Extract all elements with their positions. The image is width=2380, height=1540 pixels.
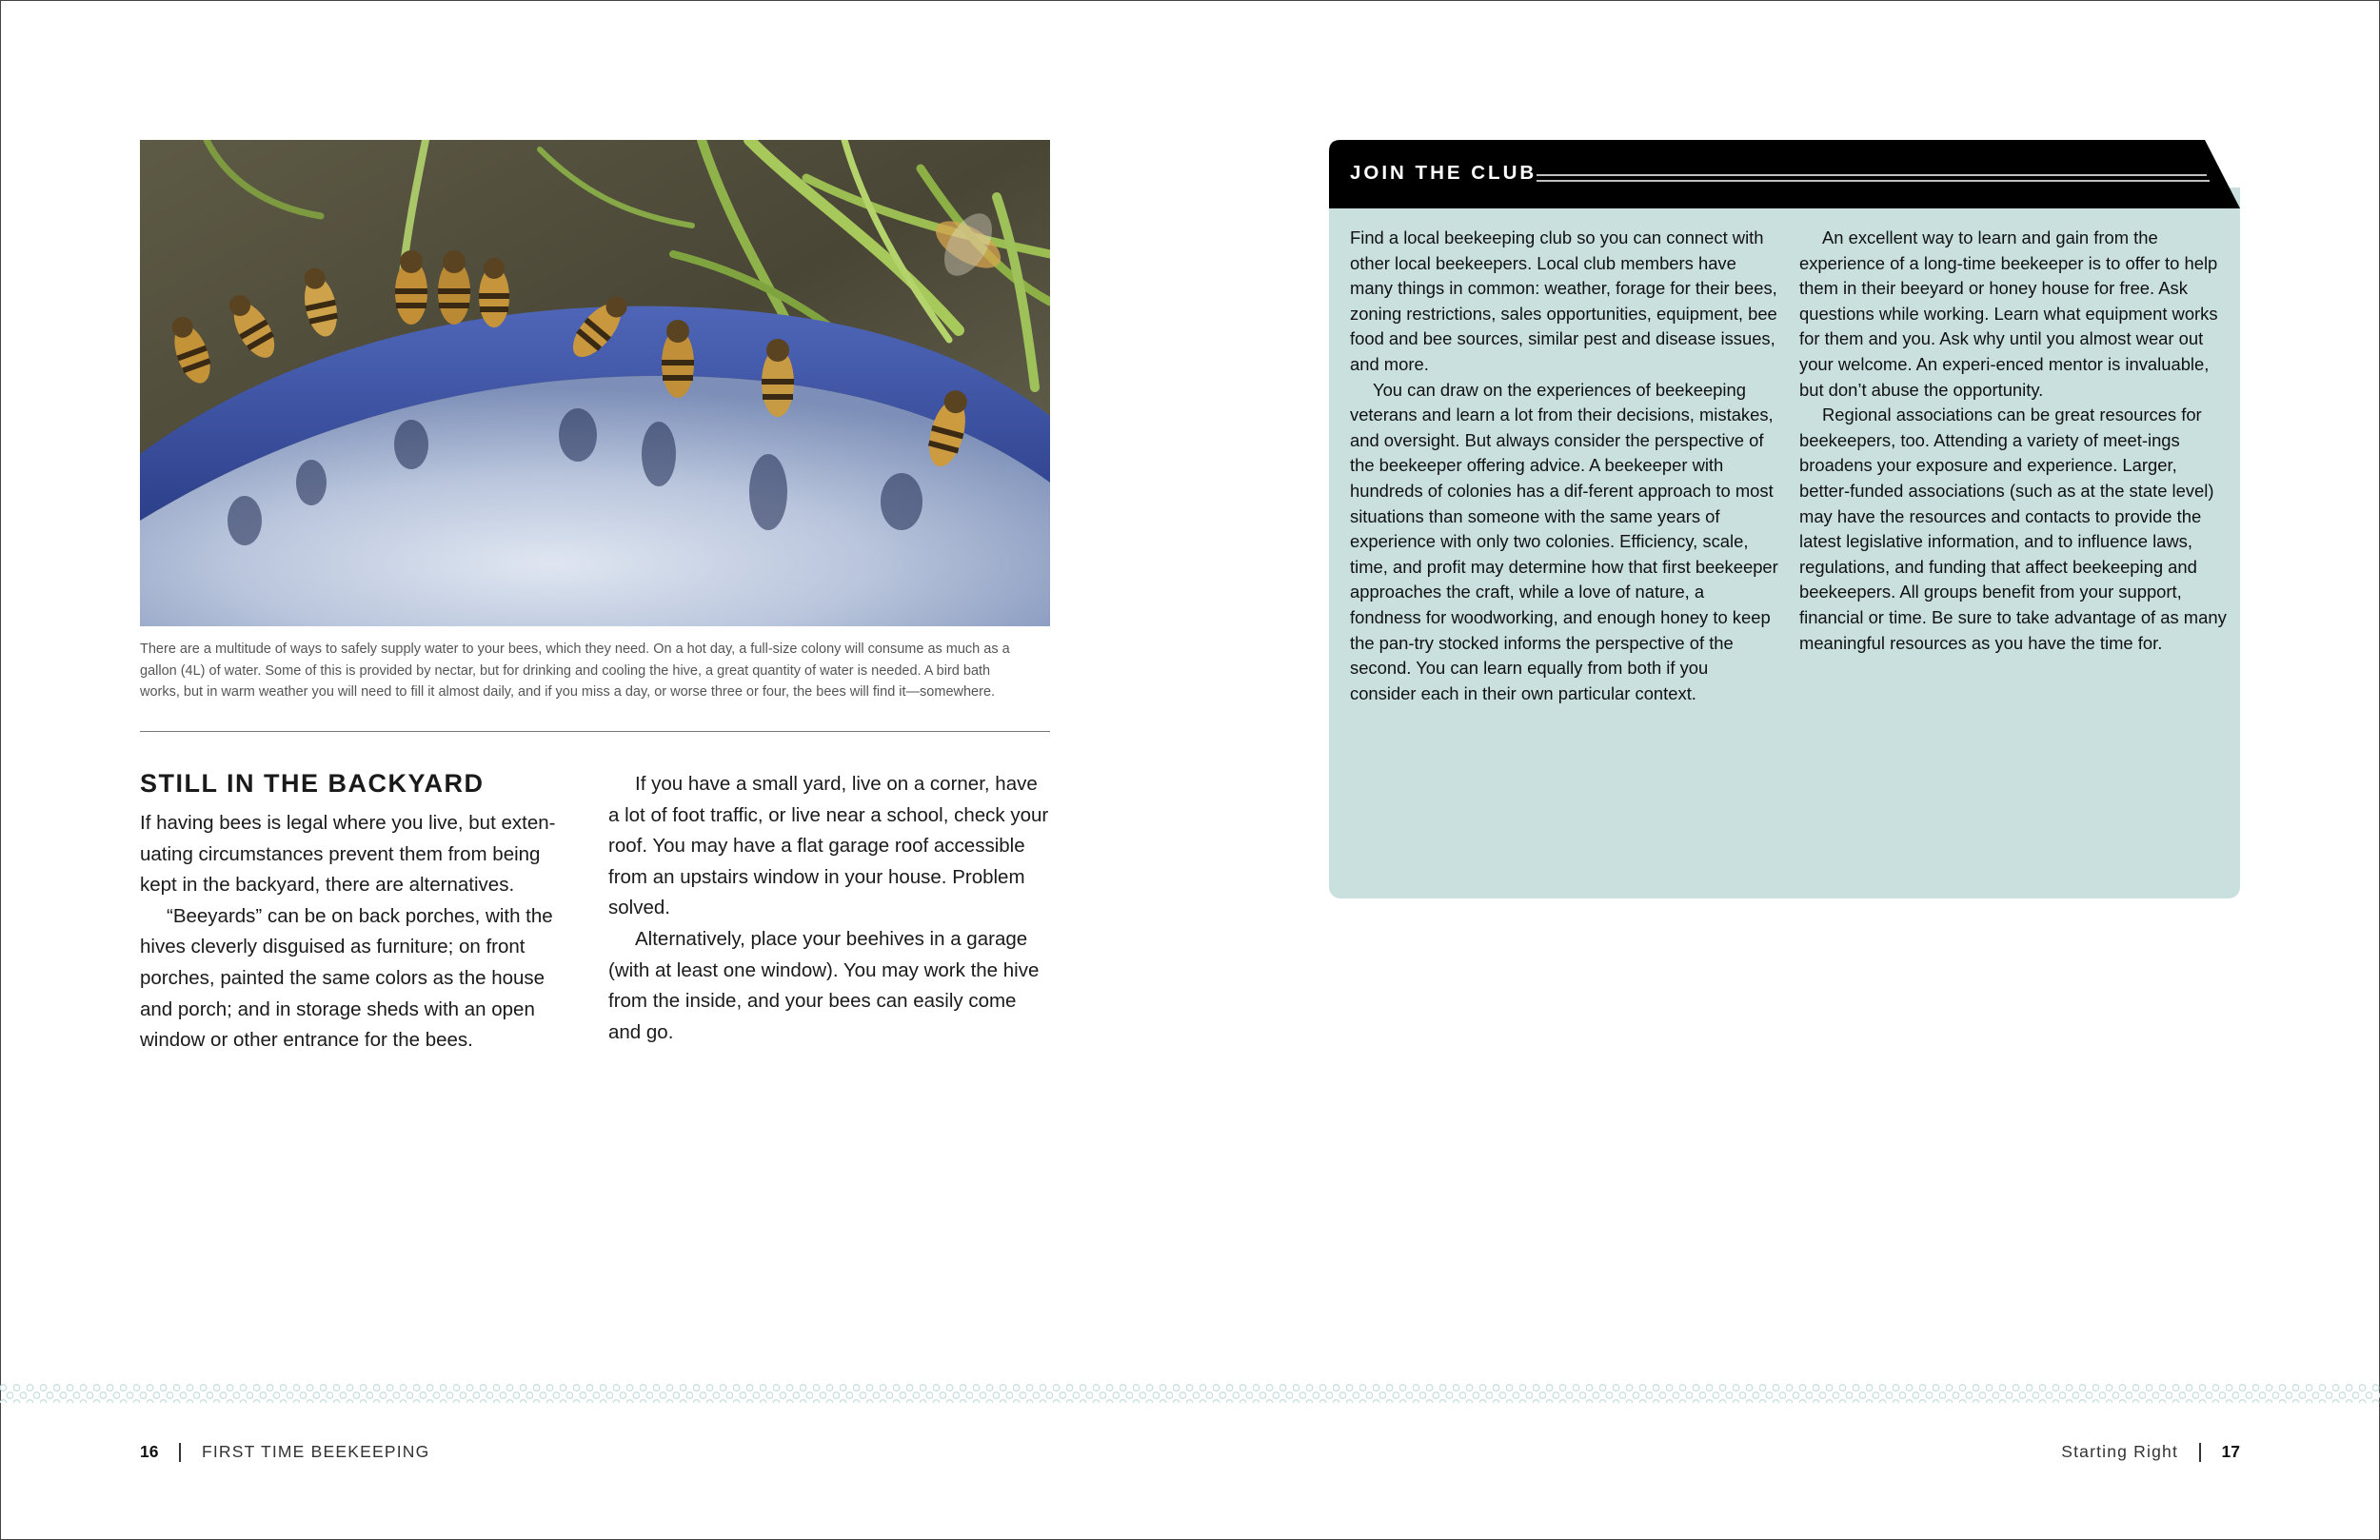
sidebar-title: JOIN THE CLUB <box>1350 162 1537 184</box>
sidebar-header <box>1329 140 2240 208</box>
page-number-left: 16 <box>140 1442 159 1461</box>
paragraph: Regional associations can be great resources for beekeepers, too. Attending a variety of meet-ings broadens your exposure and experience. Larger, better-funded associations (such as at the state level) may have the resources and contacts to provide the latest legislative information, and to influence laws, regulations, and funding that affect beekeeping and beekeepers. All groups benefit from your support, financial or time. Be sure to take advantage of as many meaningful resources as you have the time for. <box>1799 405 2227 653</box>
paragraph: You can draw on the experiences of beekeeping veterans and learn a lot from their decisions, mistakes, and oversight. But always consider the perspective of the beekeeper offering advice. A beekeeper with hundreds of colonies has a dif-ferent approach to most situations than someone with the same years of experience with only two colonies. Efficiency, scale, time, and profit may determine how that first beekeeper approaches the craft, while a love of nature, a fondness for woodworking, and enough honey to keep the pan-try stocked informs the perspective of the second. You can learn equally from both if you consider each in their own particular context. <box>1350 379 1778 703</box>
sidebar-column-left <box>1350 226 1778 706</box>
footer-left <box>140 1442 429 1462</box>
bees-at-bird-bath-photo <box>140 140 1050 626</box>
footer-right <box>2061 1442 2240 1462</box>
paragraph: Alternatively, place your beehives in a garage (with at least one window). You may work the hive from the inside, and your bees can easily come and go. <box>608 927 1040 1043</box>
body-column-left <box>140 808 582 1056</box>
paragraph: Find a local beekeeping club so you can connect with other local beekeepers. Local club members have many things in common: weather, forage for their bees, zoning restrictions, sales opportunities, equipment, bee food and bee sources, similar pest and disease issues, and more. <box>1350 227 1777 374</box>
running-head-left: FIRST TIME BEEKEEPING <box>201 1442 430 1461</box>
footer-separator <box>179 1443 181 1462</box>
paragraph: An excellent way to learn and gain from the experience of a long-time beekeeper is to offer to help them in their beeyard or honey house for free. Ask questions while working. Learn what equipment works for them and you. Ask why until you almost wear out your welcome. An experi-enced mentor is invaluable, but don’t abuse the opportunity. <box>1799 227 2218 400</box>
sidebar-column-right <box>1799 226 2228 656</box>
paragraph: “Beeyards” can be on back porches, with the hives cleverly disguised as furniture; on front porches, painted the same colors as the house and porch; and in storage sheds with an open window or other entrance for the bees. <box>140 904 553 1052</box>
paragraph: If you have a small yard, live on a corner, have a lot of foot traffic, or live near a school, check your roof. You may have a flat garage roof accessible from an upstairs window in your house. Problem solved. <box>608 773 1049 919</box>
page-number-right: 17 <box>2221 1442 2240 1461</box>
join-the-club-sidebar <box>1329 140 2240 898</box>
section-heading: STILL IN THE BACKYARD <box>140 769 485 798</box>
running-head-right: Starting Right <box>2061 1442 2179 1461</box>
caption-divider <box>140 731 1050 732</box>
body-column-right <box>608 769 1052 1048</box>
paragraph: If having bees is legal where you live, but exten-uating circumstances prevent them from being kept in the backyard, there are alternatives. <box>140 812 556 897</box>
photo-caption: There are a multitude of ways to safely supply water to your bees, which they need. On a hot day, a full-size colony will consume as much as a gallon (4L) of water. Some of this is provided by nectar, but for drinking and cooling the hive, a great quantity of water is needed. A bird bath works, but in warm weather you will need to fill it almost daily, and if you miss a day, or worse three or four, the bees will find it—somewhere. <box>140 642 1010 700</box>
honeycomb-divider <box>0 1384 2380 1403</box>
footer-separator <box>2199 1443 2201 1462</box>
